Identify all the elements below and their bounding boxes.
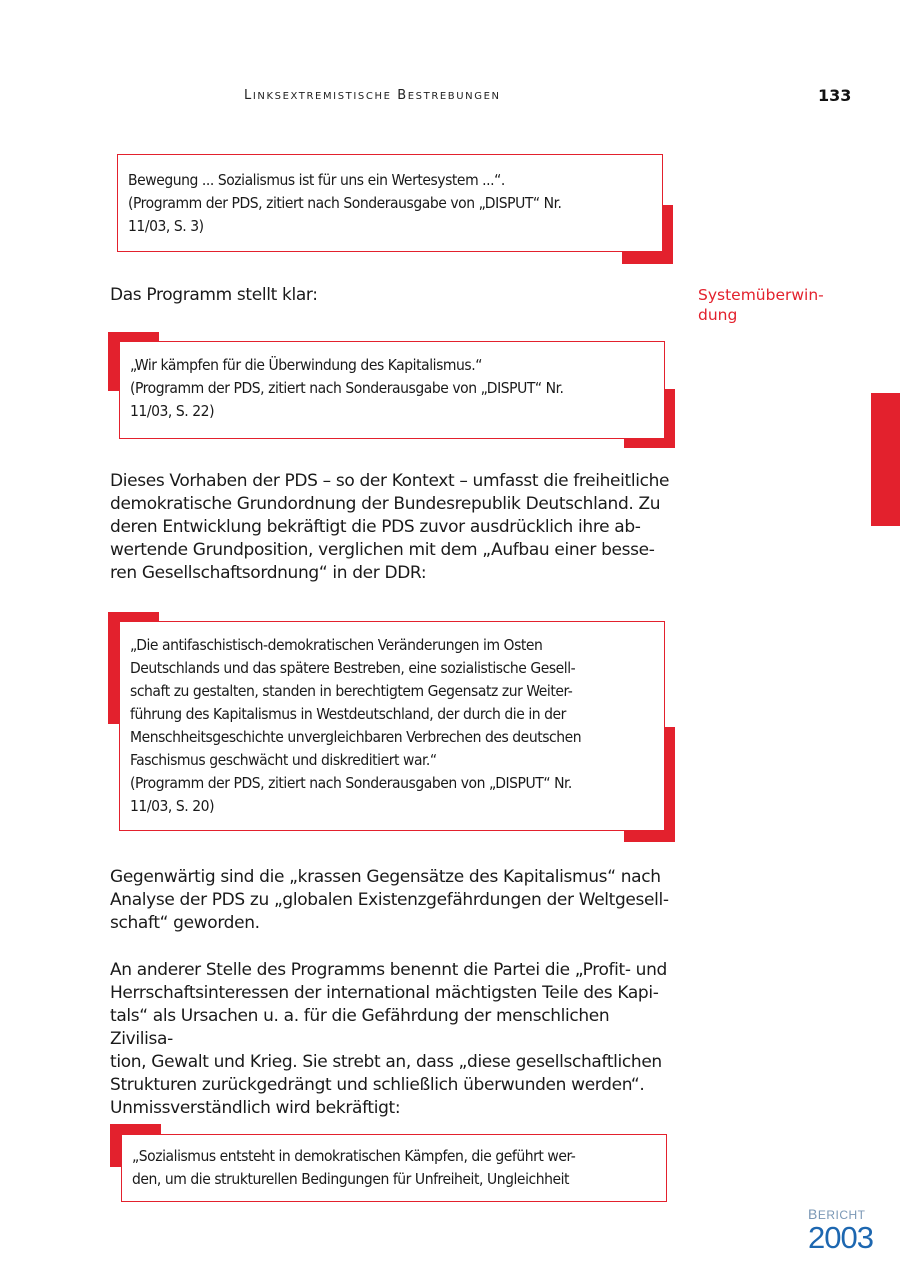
logo-year: 2003 xyxy=(808,1220,873,1255)
header-initial-1: L xyxy=(244,88,253,103)
quote-line: „Die antifaschistisch-demokratischen Veränderungen im Osten xyxy=(130,636,543,654)
quote-line: Menschheitsgeschichte unvergleichbaren Verbrechen des deutschen xyxy=(130,728,582,746)
body-paragraph-3 xyxy=(110,866,670,935)
running-header xyxy=(244,88,501,103)
paragraph-line: Gegenwärtig sind die „krassen Gegensätze des Kapitalismus“ nach xyxy=(110,867,661,887)
paragraph-line: demokratische Grundordnung der Bundesrepublik Deutschland. Zu xyxy=(110,494,661,514)
quote-block-4 xyxy=(121,1134,667,1202)
paragraph-line: Das Programm stellt klar: xyxy=(110,285,318,305)
quote-line: 11/03, S. 3) xyxy=(128,217,204,235)
paragraph-line: schaft“ geworden. xyxy=(110,913,260,933)
body-paragraph-4 xyxy=(110,959,670,1120)
paragraph-line: wertende Grundposition, verglichen mit dem „Aufbau einer besse- xyxy=(110,540,655,560)
header-word-1: INKSEXTREMISTISCHE xyxy=(252,91,392,102)
chapter-side-tab xyxy=(871,393,900,526)
quote-line: Deutschlands und das spätere Bestreben, eine sozialistische Gesell- xyxy=(130,659,576,677)
quote-line: „Wir kämpfen für die Überwindung des Kapitalismus.“ xyxy=(130,356,482,374)
quote-block-2 xyxy=(119,341,665,439)
paragraph-line: tion, Gewalt und Krieg. Sie strebt an, dass „diese gesellschaftlichen xyxy=(110,1052,662,1072)
logo-initial: B xyxy=(808,1206,818,1222)
margin-note-line: dung xyxy=(698,306,738,324)
paragraph-line: Strukturen zurückgedrängt und schließlich überwunden werden“. xyxy=(110,1075,645,1095)
header-word-2: ESTREBUNGEN xyxy=(407,91,501,102)
page-number: 133 xyxy=(818,86,852,105)
paragraph-line: Analyse der PDS zu „globalen Existenzgefährdungen der Weltgesell- xyxy=(110,890,669,910)
quote-line: Bewegung ... Sozialismus ist für uns ein Wertesystem ...“. xyxy=(128,171,505,189)
logo-word-rest: ERICHT xyxy=(817,1208,866,1222)
quote-block-3 xyxy=(119,621,665,831)
quote-line: 11/03, S. 22) xyxy=(130,402,215,420)
body-paragraph-2 xyxy=(110,470,670,585)
paragraph-line: tals“ als Ursachen u. a. für die Gefährdung der menschlichen Zivilisa- xyxy=(110,1006,610,1049)
quote-line: den, um die strukturellen Bedingungen für Unfreiheit, Ungleichheit xyxy=(132,1170,570,1188)
margin-note-line: Systemüberwin- xyxy=(698,286,824,304)
paragraph-line: Unmissverständlich wird bekräftigt: xyxy=(110,1098,401,1118)
quote-line: (Programm der PDS, zitiert nach Sonderausgabe von „DISPUT“ Nr. xyxy=(130,379,564,397)
paragraph-line: An anderer Stelle des Programms benennt die Partei die „Profit- und xyxy=(110,960,667,980)
paragraph-line: ren Gesellschaftsordnung“ in der DDR: xyxy=(110,563,427,583)
quote-line: Faschismus geschwächt und diskreditiert war.“ xyxy=(130,751,437,769)
paragraph-line: deren Entwicklung bekräftigt die PDS zuvor ausdrücklich ihre ab- xyxy=(110,517,641,537)
quote-line: (Programm der PDS, zitiert nach Sonderausgaben von „DISPUT“ Nr. xyxy=(130,774,572,792)
quote-line: (Programm der PDS, zitiert nach Sonderausgabe von „DISPUT“ Nr. xyxy=(128,194,562,212)
margin-note xyxy=(698,285,838,325)
quote-block-1 xyxy=(117,154,663,252)
quote-line: „Sozialismus entsteht in demokratischen Kämpfen, die geführt wer- xyxy=(132,1147,576,1165)
quote-line: führung des Kapitalismus in Westdeutschland, der durch die in der xyxy=(130,705,566,723)
quote-line: 11/03, S. 20) xyxy=(130,797,215,815)
paragraph-line: Herrschaftsinteressen der international mächtigsten Teile des Kapi- xyxy=(110,983,659,1003)
bericht-2003-logo xyxy=(808,1206,888,1253)
paragraph-line: Dieses Vorhaben der PDS – so der Kontext – umfasst die freiheitliche xyxy=(110,471,670,491)
quote-line: schaft zu gestalten, standen in berechtigtem Gegensatz zur Weiter- xyxy=(130,682,573,700)
body-paragraph-1 xyxy=(110,284,670,307)
header-initial-2: B xyxy=(397,88,408,103)
